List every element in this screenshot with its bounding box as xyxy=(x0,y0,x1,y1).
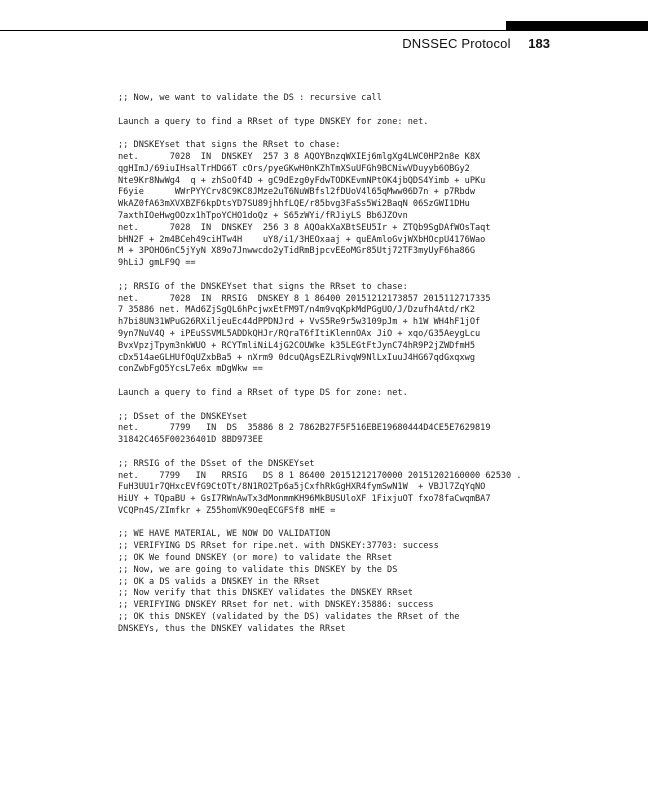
code-line: ;; Now, we want to validate the DS : recursive call xyxy=(118,93,382,103)
code-line: FuH3UU1r7QHxcEVfG9CtOTt/8N1RO2Tp6a5jCxfhRkGgHXR4fymSwN1W + VBJl7ZqYqNO xyxy=(118,482,486,493)
code-block xyxy=(118,388,530,400)
code-line: conZwbFgO5YcsL7e6x mDgWkw == xyxy=(118,364,263,375)
code-line: net. 7799 IN DS 35886 8 2 7862B27F5F516EBE19680444D4CE5E7629819 xyxy=(118,423,491,434)
code-line: ;; DSset of the DNSKEYset xyxy=(118,411,248,422)
code-line: net. 7028 IN DNSKEY 257 3 8 AQOYBnzqWXIEj6mlgXg4LWC0HP2n8e K8X xyxy=(118,151,481,162)
code-line: BvxVpzjTpym3nkWUO + RCYTmliNiL4jG2COUWke k35LEGtFtJynC74hR9P2jZWDfmH5 xyxy=(118,340,475,351)
code-block xyxy=(118,117,530,129)
code-block xyxy=(118,459,530,518)
code-line: ;; RRSIG of the DSset of the DNSKEYset xyxy=(118,458,315,469)
code-line: 7axthIOeHwgOOzx1hTpoYCHO1doQz + S65zWYi/fRJiyLS Bb6JZOvn xyxy=(118,210,408,221)
code-line: Launch a query to find a RRset of type DNSKEY for zone: net. xyxy=(118,116,429,127)
code-line: ;; Now verify that this DNSKEY validates the DNSKEY RRset xyxy=(118,588,413,599)
code-line: ;; OK a DS valids a DNSKEY in the RRset xyxy=(118,576,320,587)
code-line: 7 35886 net. MAd6ZjSgQL6hPcjwxEtFM9T/n4m9vqKpkMdPGgUO/J/Dzufh4Atd/rK2 xyxy=(118,305,475,316)
code-block xyxy=(118,140,530,270)
code-line: ;; DNSKEYset that signs the RRset to chase: xyxy=(118,140,341,151)
code-line: Launch a query to find a RRset of type DS for zone: net. xyxy=(118,387,408,398)
code-line: bHN2F + 2m4BCeh49ciHTw4H uY8/i1/3HEOxaaj + quEAmloGvjWXbHOcpU4176Wao xyxy=(118,234,486,245)
code-line: DNSKEYs, thus the DNSKEY validates the RRset xyxy=(118,623,346,634)
code-line: 9hLiJ gmLF9Q == xyxy=(118,258,196,269)
code-line: net. 7028 IN RRSIG DNSKEY 8 1 86400 20151212173857 2015112717335 xyxy=(118,293,491,304)
code-line: Nte9Kr8NwWg4 q + zhSoOf4D + gC9dEzg0yFdwTODKEvmNPtOK4jbQDS4Yimb + uPKu xyxy=(118,175,486,186)
code-line: ;; OK this DNSKEY (validated by the DS) validates the RRset of the xyxy=(118,612,460,623)
page-number: 183 xyxy=(528,36,550,51)
code-line: 31842C465F00236401D 8BD973EE xyxy=(118,435,263,446)
running-header xyxy=(402,36,550,51)
code-line: HiUY + TQpaBU + GsI7RWnAwTx3dMonmmKH96MkBUSUloXF 1FixjuOT fxo78faCwqmBA7 xyxy=(118,494,491,505)
code-line: h7bi8UN31WPuG26RXiljeuEc44dPPDNJrd + VvS5Re9r5w3109pJm + h1W WH4hF1jOf xyxy=(118,317,481,328)
code-line: 9yn7NuV4Q + iPEuSSVML5ADDkQHJr/RQraT6fItiKlennOAx JiO + xqo/G35AeygLcu xyxy=(118,328,481,339)
code-line: ;; WE HAVE MATERIAL, WE NOW DO VALIDATION xyxy=(118,529,331,540)
code-line: qgHImJ/69iuIHsalTrHDG6T cOrs/pyeGKwH0nKZhTmXSuUFGh9BCNiwVDuyyb6OBGy2 xyxy=(118,163,470,174)
code-block xyxy=(118,282,530,376)
code-line: ;; VERIFYING DS RRset for ripe.net. with DNSKEY:37703: success xyxy=(118,541,439,552)
code-line: ;; OK We found DNSKEY (or more) to validate the RRset xyxy=(118,553,393,564)
code-line: F6yie WWrPYYCrv8C9KC8JMze2uT6NuWBfsl2fDUoV4l65qMww06D7n + p7Rbdw xyxy=(118,187,475,198)
code-block xyxy=(118,529,530,635)
code-block xyxy=(118,93,530,105)
code-line: cDx514aeGLHUfOqUZxbBa5 + nXrm9 0dcuQAgsEZLRivqW9NlLxIuuJ4HG67qdGxqxwg xyxy=(118,352,475,363)
header-rule xyxy=(0,30,648,31)
code-listing xyxy=(118,93,530,647)
code-line: ;; VERIFYING DNSKEY RRset for net. with DNSKEY:35886: success xyxy=(118,600,434,611)
code-line: net. 7799 IN RRSIG DS 8 1 86400 20151212170000 20151202160000 62530 . xyxy=(118,470,522,481)
running-title: DNSSEC Protocol xyxy=(402,36,511,51)
code-block xyxy=(118,412,530,447)
code-line: VCQPn4S/ZImfkr + Z55homVK9OeqECGFSf8 mHE = xyxy=(118,505,336,516)
code-line: WkAZ0fA63mXVXBZF6kpDtsYD7SU89jhhfLQE/r85bvg3FaSs5Wi2BaqN 06SzGWI1DHu xyxy=(118,199,470,210)
code-line: ;; RRSIG of the DNSKEYset that signs the RRset to chase: xyxy=(118,281,408,292)
code-line: ;; Now, we are going to validate this DNSKEY by the DS xyxy=(118,564,398,575)
code-line: net. 7028 IN DNSKEY 256 3 8 AQOakXaXBtSEU5Ir + ZTQb9SgDAfWOsTaqt xyxy=(118,222,491,233)
code-line: M + 3POHO6nC5jYyN X89o7Jnwwcdo2yTidRmBjpcvEEoMGr85Utj72TF3myUyF6ha86G xyxy=(118,246,475,257)
